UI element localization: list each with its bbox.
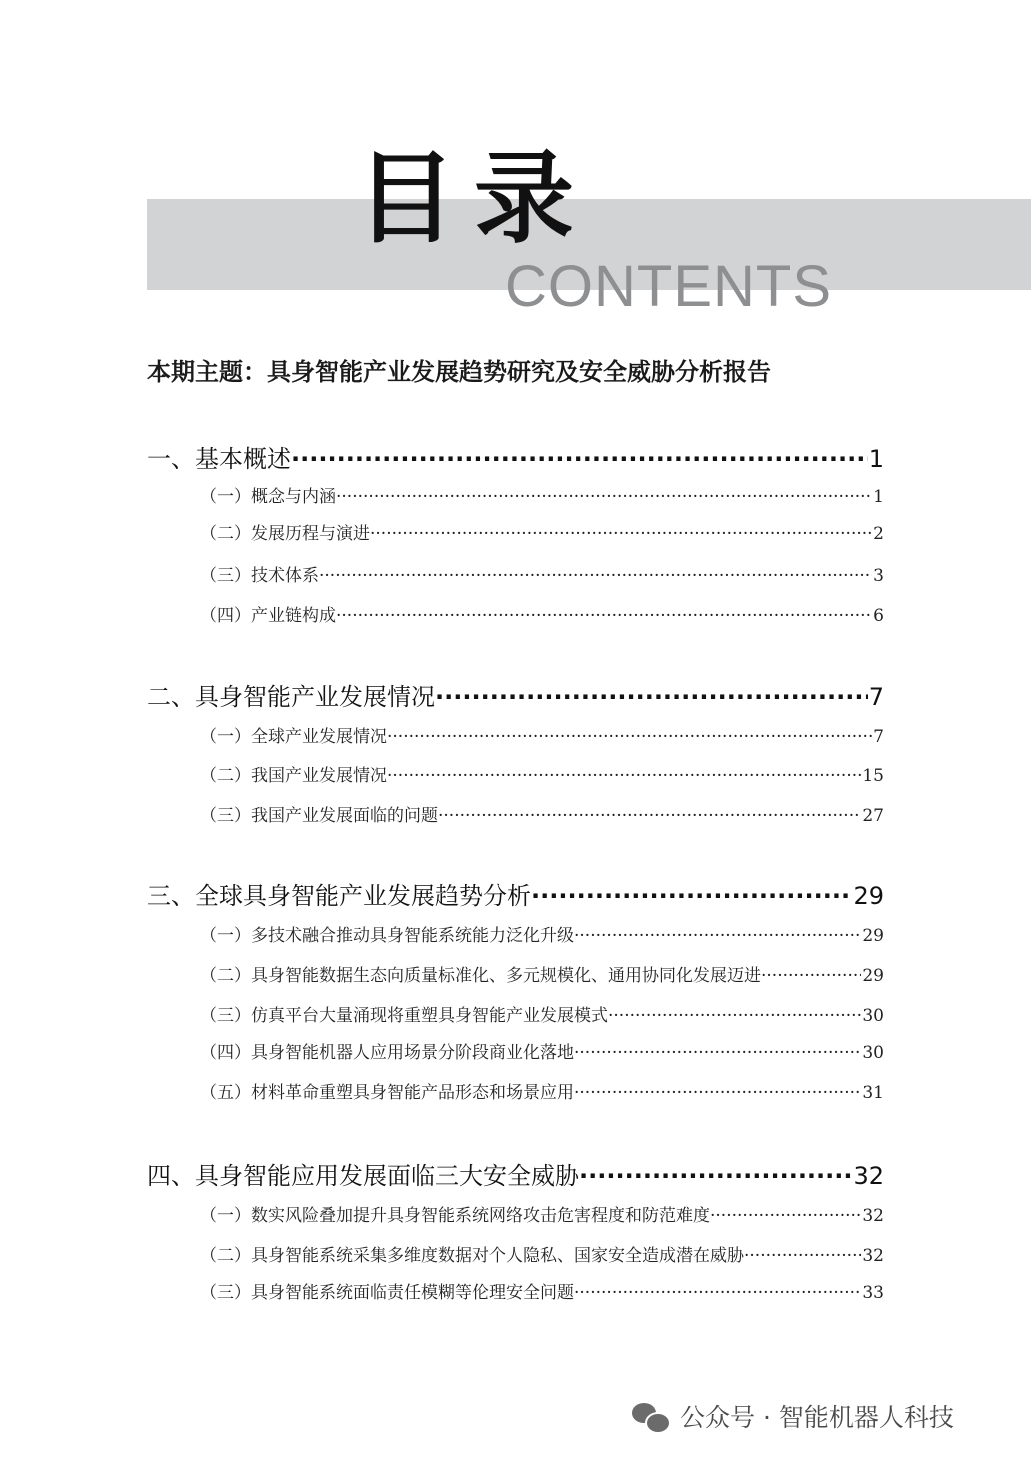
toc-leader: [710, 1202, 861, 1230]
toc-item-title: （四）具身智能机器人应用场景分阶段商业化落地: [200, 1043, 574, 1063]
toc-page-number: 30: [862, 1043, 884, 1063]
toc-item-title: （一）全球产业发展情况: [200, 727, 387, 747]
toc-page-number: 27: [862, 806, 884, 826]
toc-page-number: 31: [862, 1083, 884, 1103]
toc-leader: [574, 1039, 861, 1067]
toc-item[interactable]: [200, 562, 884, 590]
toc-page-number: 1: [868, 445, 884, 473]
page-title-english: CONTENTS: [505, 254, 832, 319]
toc-item-title: （二）我国产业发展情况: [200, 766, 387, 786]
toc-item-title: （一）数实风险叠加提升具身智能系统网络攻击危害程度和防范难度: [200, 1206, 710, 1226]
page-title: 目录: [356, 139, 592, 257]
toc-leader: [574, 1279, 861, 1307]
toc-page-number: 3: [873, 566, 884, 586]
toc-leader: [387, 723, 872, 751]
toc-leader: [744, 1242, 861, 1270]
toc-item[interactable]: [200, 962, 884, 990]
toc-item[interactable]: [200, 520, 884, 548]
toc-page-number: 6: [873, 606, 884, 626]
toc-leader: [574, 1079, 861, 1107]
toc-item-title: （一）多技术融合推动具身智能系统能力泛化升级: [200, 926, 574, 946]
toc-item-title: （二）具身智能数据生态向质量标准化、多元规模化、通用协同化发展迈进: [200, 966, 761, 986]
toc-item[interactable]: [200, 1002, 884, 1030]
toc-page-number: 29: [853, 882, 884, 910]
toc-page-number: 32: [862, 1246, 884, 1266]
toc-item[interactable]: [200, 802, 884, 830]
toc-item-title: （三）具身智能系统面临责任模糊等伦理安全问题: [200, 1283, 574, 1303]
toc-section[interactable]: [147, 679, 884, 715]
toc-section-title: 四、具身智能应用发展面临三大安全威胁: [147, 1162, 579, 1190]
toc-leader: [761, 962, 861, 990]
toc-section[interactable]: [147, 878, 884, 914]
wechat-watermark: [632, 1396, 1012, 1436]
toc-leader: [387, 762, 861, 790]
toc-section[interactable]: [147, 441, 884, 477]
toc-page-number: 32: [853, 1162, 884, 1190]
toc-page-number: 15: [862, 766, 884, 786]
toc-page-number: 29: [862, 966, 884, 986]
toc-item[interactable]: [200, 1039, 884, 1067]
toc-item-title: （三）仿真平台大量涌现将重塑具身智能产业发展模式: [200, 1006, 608, 1026]
toc-leader: [579, 1158, 852, 1194]
toc-item-title: （三）我国产业发展面临的问题: [200, 806, 438, 826]
toc-item[interactable]: [200, 1202, 884, 1230]
toc-page-number: 7: [868, 683, 884, 711]
issue-theme-label: 本期主题：: [147, 358, 267, 386]
toc-page-number: 30: [862, 1006, 884, 1026]
toc-leader: [608, 1002, 861, 1030]
toc-leader: [291, 441, 868, 477]
toc-leader: [370, 520, 872, 548]
toc-item-title: （四）产业链构成: [200, 606, 336, 626]
toc-item[interactable]: [200, 1279, 884, 1307]
toc-leader: [574, 922, 861, 950]
toc-item[interactable]: [200, 762, 884, 790]
toc-item[interactable]: [200, 922, 884, 950]
toc-item-title: （二）具身智能系统采集多维度数据对个人隐私、国家安全造成潜在威胁: [200, 1246, 744, 1266]
watermark-text: 公众号 · 智能机器人科技: [680, 1403, 954, 1432]
toc-page-number: 7: [873, 727, 884, 747]
toc-section-title: 一、基本概述: [147, 445, 291, 473]
toc-page-number: 33: [862, 1283, 884, 1303]
toc-section-title: 二、具身智能产业发展情况: [147, 683, 435, 711]
toc-leader: [531, 878, 852, 914]
toc-section-title: 三、全球具身智能产业发展趋势分析: [147, 882, 531, 910]
toc-leader: [336, 602, 872, 630]
toc-item[interactable]: [200, 1079, 884, 1107]
toc-page-number: 2: [873, 524, 884, 544]
toc-item-title: （五）材料革命重塑具身智能产品形态和场景应用: [200, 1083, 574, 1103]
toc-leader: [435, 679, 868, 715]
toc-section[interactable]: [147, 1158, 884, 1194]
toc-page-number: 1: [873, 487, 884, 507]
toc-leader: [438, 802, 861, 830]
toc-item-title: （三）技术体系: [200, 566, 319, 586]
toc-item[interactable]: [200, 1242, 884, 1270]
toc-leader: [336, 483, 872, 511]
wechat-icon: [632, 1401, 670, 1431]
toc-item[interactable]: [200, 483, 884, 511]
toc-item[interactable]: [200, 723, 884, 751]
toc-page-number: 29: [862, 926, 884, 946]
toc-item-title: （一）概念与内涵: [200, 487, 336, 507]
toc-page-number: 32: [862, 1206, 884, 1226]
issue-theme-value: 具身智能产业发展趋势研究及安全威胁分析报告: [267, 357, 771, 386]
issue-theme: [147, 352, 907, 392]
toc-item-title: （二）发展历程与演进: [200, 524, 370, 544]
toc-leader: [319, 562, 872, 590]
toc-item[interactable]: [200, 602, 884, 630]
